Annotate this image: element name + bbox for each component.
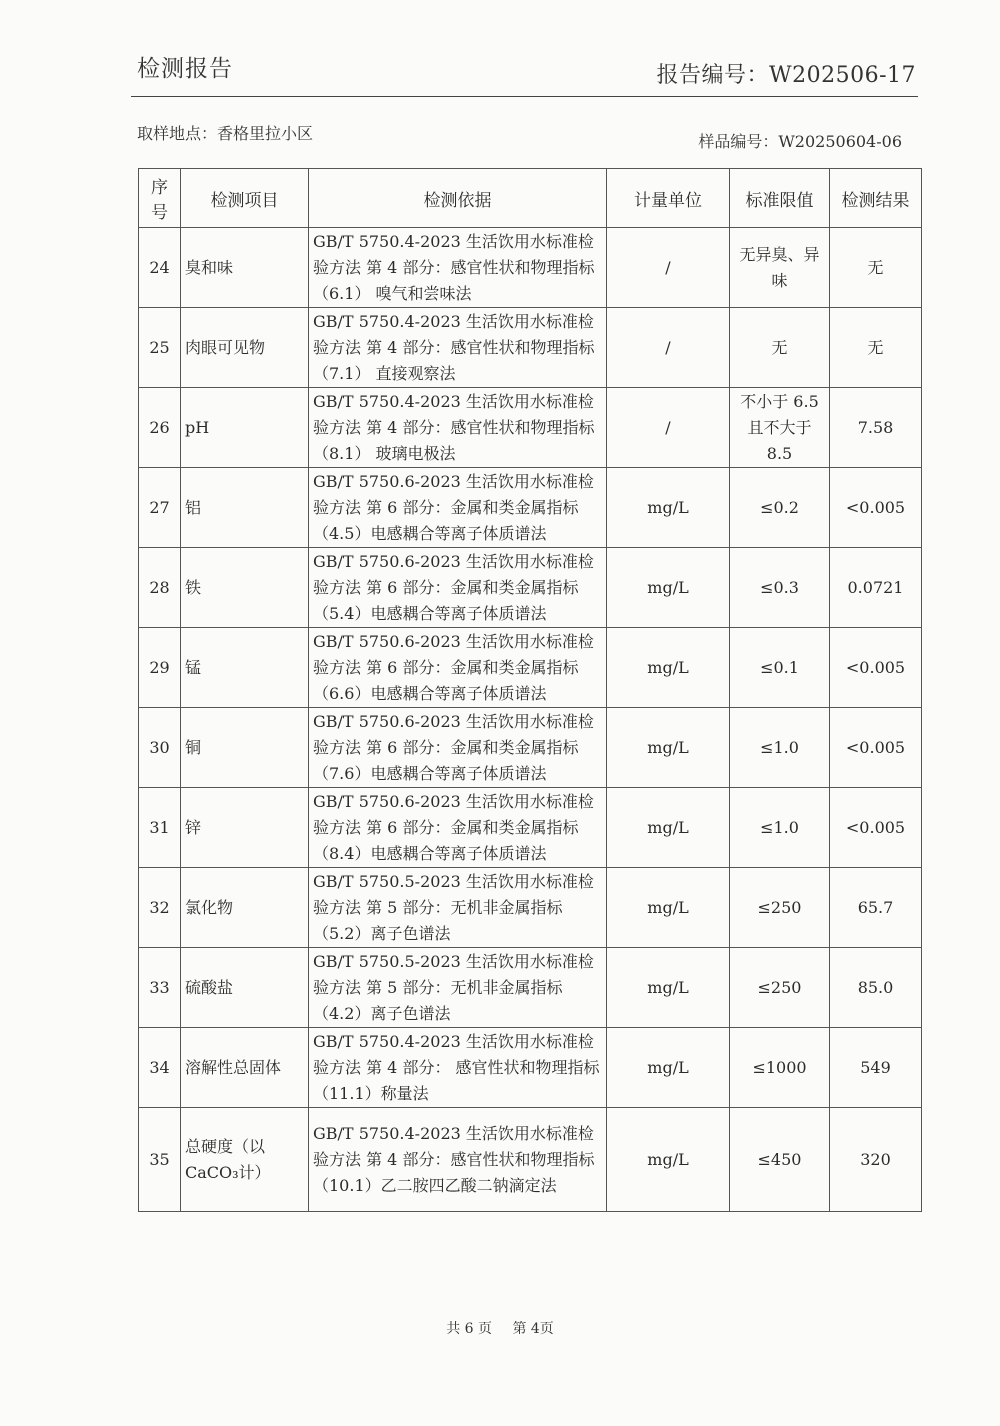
cell-unit: mg/L	[607, 708, 730, 788]
header-basis: 检测依据	[309, 169, 607, 228]
header-divider	[131, 96, 918, 97]
cell-unit: mg/L	[607, 948, 730, 1028]
cell-unit: mg/L	[607, 1028, 730, 1108]
cell-result: 无	[830, 308, 922, 388]
cell-basis: GB/T 5750.6-2023 生活饮用水标准检验方法 第 6 部分：金属和类金属指标（6.6）电感耦合等离子体质谱法	[309, 628, 607, 708]
cell-item: pH	[181, 388, 309, 468]
cell-no: 31	[139, 788, 181, 868]
cell-item: 氯化物	[181, 868, 309, 948]
report-number	[656, 58, 916, 89]
cell-limit: ≤250	[730, 868, 830, 948]
cell-unit: /	[607, 228, 730, 308]
table-row	[139, 468, 922, 548]
cell-no: 35	[139, 1108, 181, 1212]
cell-basis: GB/T 5750.6-2023 生活饮用水标准检验方法 第 6 部分：金属和类金属指标（4.5）电感耦合等离子体质谱法	[309, 468, 607, 548]
cell-limit: 不小于 6.5 且不大于 8.5	[730, 388, 830, 468]
header-result: 检测结果	[830, 169, 922, 228]
cell-unit: mg/L	[607, 628, 730, 708]
cell-basis: GB/T 5750.5-2023 生活饮用水标准检验方法 第 5 部分：无机非金属指标（5.2）离子色谱法	[309, 868, 607, 948]
cell-basis: GB/T 5750.4-2023 生活饮用水标准检验方法 第 4 部分：感官性状和物理指标 （10.1）乙二胺四乙酸二钠滴定法	[309, 1108, 607, 1212]
table-row	[139, 628, 922, 708]
cell-item: 肉眼可见物	[181, 308, 309, 388]
cell-unit: /	[607, 388, 730, 468]
cell-limit: 无	[730, 308, 830, 388]
sampling-location	[137, 121, 313, 144]
cell-result: 320	[830, 1108, 922, 1212]
table-row	[139, 388, 922, 468]
cell-basis: GB/T 5750.4-2023 生活饮用水标准检验方法 第 4 部分： 感官性状和物理指标（11.1）称量法	[309, 1028, 607, 1108]
sample-number-value: W20250604-06	[778, 132, 902, 151]
cell-basis: GB/T 5750.4-2023 生活饮用水标准检验方法 第 4 部分：感官性状和物理指标（6.1） 嗅气和尝味法	[309, 228, 607, 308]
cell-result: 7.58	[830, 388, 922, 468]
table-row	[139, 1108, 922, 1212]
cell-unit: mg/L	[607, 1108, 730, 1212]
cell-item: 铝	[181, 468, 309, 548]
cell-result: 85.0	[830, 948, 922, 1028]
cell-basis: GB/T 5750.4-2023 生活饮用水标准检验方法 第 4 部分：感官性状和物理指标（7.1） 直接观察法	[309, 308, 607, 388]
cell-item: 臭和味	[181, 228, 309, 308]
cell-no: 25	[139, 308, 181, 388]
cell-no: 27	[139, 468, 181, 548]
cell-unit: mg/L	[607, 788, 730, 868]
cell-no: 29	[139, 628, 181, 708]
table-row	[139, 228, 922, 308]
header-no: 序号	[139, 169, 181, 228]
table-row	[139, 788, 922, 868]
table-header-row	[139, 169, 922, 228]
header-unit: 计量单位	[607, 169, 730, 228]
cell-item: 铁	[181, 548, 309, 628]
cell-limit: ≤1.0	[730, 708, 830, 788]
page-footer	[0, 1318, 1000, 1338]
cell-result: <0.005	[830, 788, 922, 868]
cell-result: <0.005	[830, 628, 922, 708]
sampling-location-value: 香格里拉小区	[217, 124, 314, 143]
cell-no: 30	[139, 708, 181, 788]
cell-limit: ≤450	[730, 1108, 830, 1212]
cell-no: 28	[139, 548, 181, 628]
cell-result: <0.005	[830, 708, 922, 788]
cell-item: 总硬度（以CaCO₃计）	[181, 1108, 309, 1212]
cell-limit: ≤0.2	[730, 468, 830, 548]
current-page: 第 4页	[512, 1321, 554, 1337]
sampling-location-label: 取样地点：	[137, 124, 218, 143]
cell-limit: ≤1.0	[730, 788, 830, 868]
table-row	[139, 308, 922, 388]
sample-number-label: 样品编号：	[698, 132, 779, 151]
cell-basis: GB/T 5750.6-2023 生活饮用水标准检验方法 第 6 部分：金属和类金属指标（7.6）电感耦合等离子体质谱法	[309, 708, 607, 788]
cell-limit: ≤250	[730, 948, 830, 1028]
cell-no: 34	[139, 1028, 181, 1108]
cell-basis: GB/T 5750.4-2023 生活饮用水标准检验方法 第 4 部分：感官性状和物理指标（8.1） 玻璃电极法	[309, 388, 607, 468]
cell-no: 26	[139, 388, 181, 468]
cell-unit: mg/L	[607, 548, 730, 628]
cell-result: 549	[830, 1028, 922, 1108]
cell-unit: mg/L	[607, 868, 730, 948]
cell-no: 33	[139, 948, 181, 1028]
cell-limit: ≤0.3	[730, 548, 830, 628]
cell-basis: GB/T 5750.5-2023 生活饮用水标准检验方法 第 5 部分：无机非金属指标（4.2）离子色谱法	[309, 948, 607, 1028]
header-item: 检测项目	[181, 169, 309, 228]
cell-item: 锰	[181, 628, 309, 708]
table-row	[139, 708, 922, 788]
cell-limit: ≤0.1	[730, 628, 830, 708]
table-row	[139, 868, 922, 948]
report-number-value: W202506-17	[768, 63, 916, 88]
total-pages: 共 6 页	[446, 1321, 492, 1337]
cell-no: 24	[139, 228, 181, 308]
cell-item: 溶解性总固体	[181, 1028, 309, 1108]
cell-result: 65.7	[830, 868, 922, 948]
header-limit: 标准限值	[730, 169, 830, 228]
cell-result: 0.0721	[830, 548, 922, 628]
cell-limit: ≤1000	[730, 1028, 830, 1108]
report-number-label: 报告编号：	[656, 63, 769, 88]
document-title: 检测报告	[137, 56, 233, 82]
sample-number	[698, 129, 902, 152]
cell-limit: 无异臭、异味	[730, 228, 830, 308]
cell-basis: GB/T 5750.6-2023 生活饮用水标准检验方法 第 6 部分：金属和类金属指标（8.4）电感耦合等离子体质谱法	[309, 788, 607, 868]
cell-result: <0.005	[830, 468, 922, 548]
cell-unit: mg/L	[607, 468, 730, 548]
cell-basis: GB/T 5750.6-2023 生活饮用水标准检验方法 第 6 部分：金属和类金属指标（5.4）电感耦合等离子体质谱法	[309, 548, 607, 628]
table-row	[139, 548, 922, 628]
cell-item: 锌	[181, 788, 309, 868]
table-row	[139, 1028, 922, 1108]
cell-unit: /	[607, 308, 730, 388]
cell-item: 硫酸盐	[181, 948, 309, 1028]
table-row	[139, 948, 922, 1028]
results-table	[138, 168, 922, 1212]
cell-no: 32	[139, 868, 181, 948]
cell-item: 铜	[181, 708, 309, 788]
cell-result: 无	[830, 228, 922, 308]
